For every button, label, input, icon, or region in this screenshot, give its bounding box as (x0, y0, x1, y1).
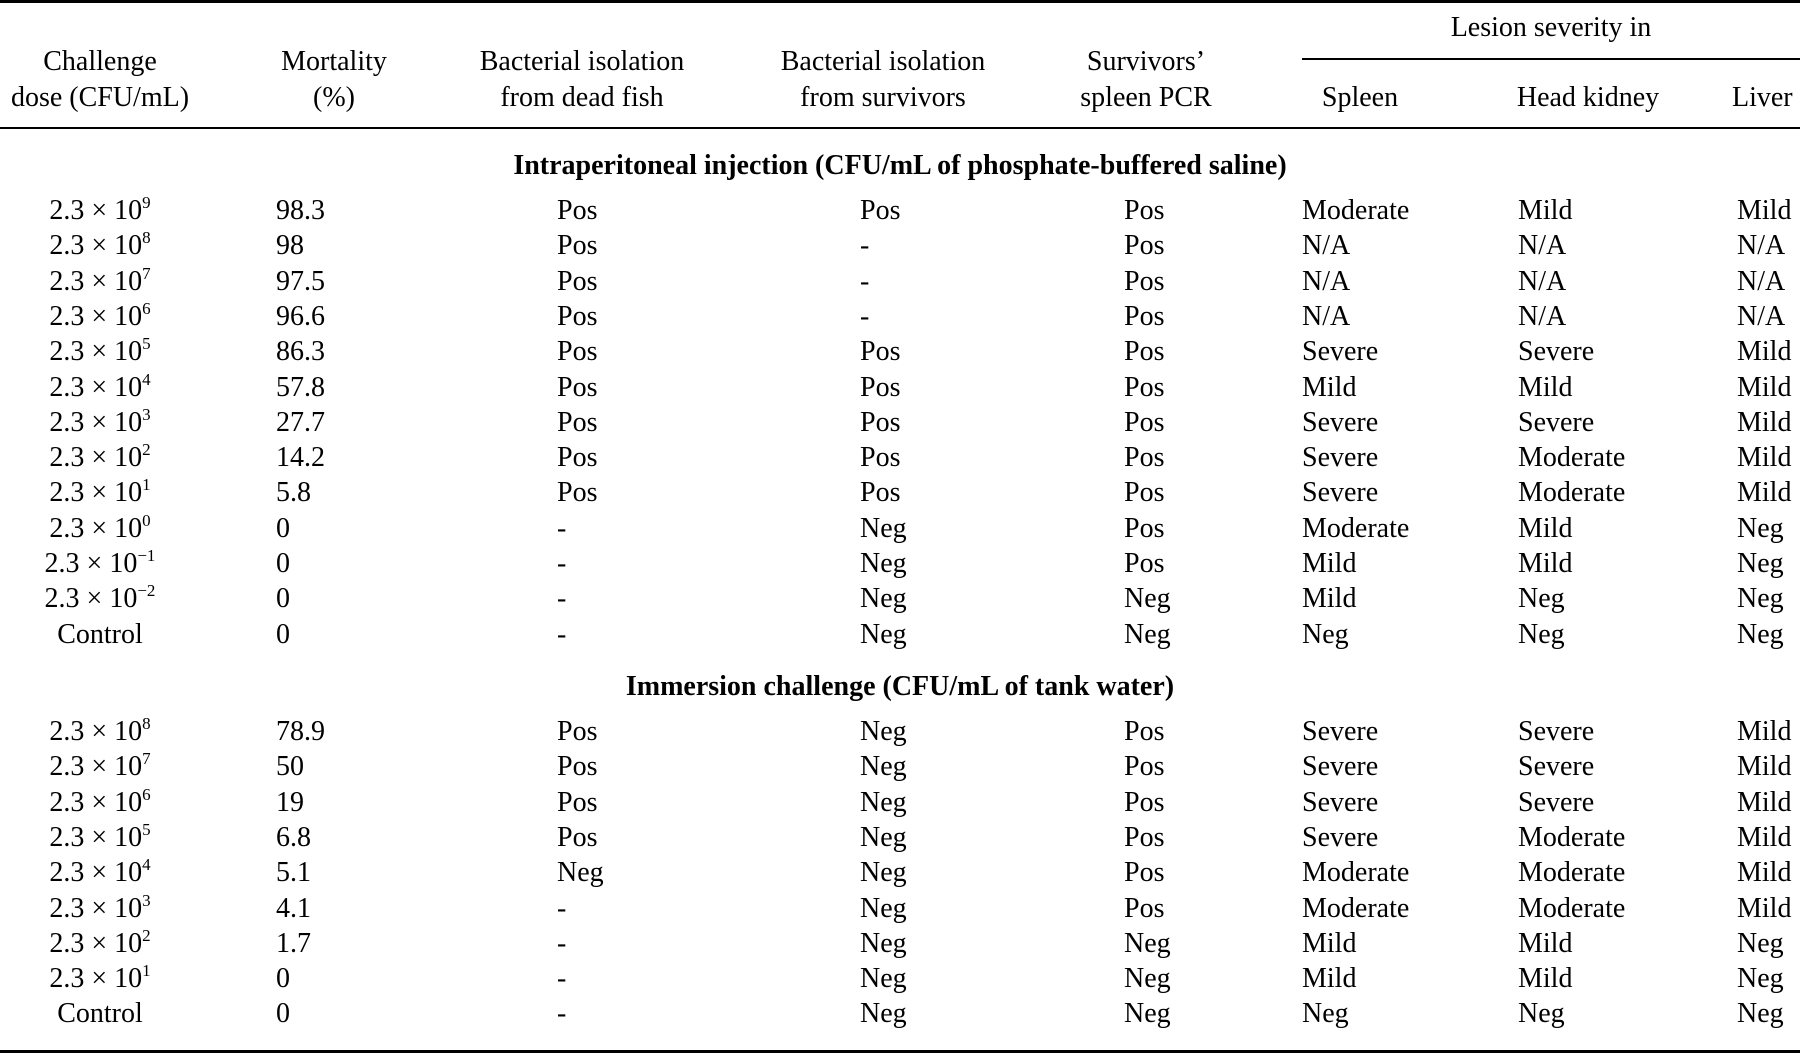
mortality-cell: 98.3 (276, 195, 325, 226)
dose-base: 2.3 × 10 (49, 716, 143, 747)
dose-base: 2.3 × 10 (49, 928, 143, 959)
mortality-cell: 0 (276, 619, 290, 650)
pcr-cell: Neg (1124, 583, 1171, 614)
pcr-cell: Pos (1124, 751, 1165, 782)
spleen-cell: Severe (1302, 336, 1379, 367)
head-kidney-cell: Severe (1518, 336, 1595, 367)
liver-cell: Neg (1737, 548, 1784, 579)
header-pcr-line2: spleen PCR (1080, 82, 1212, 113)
mortality-cell: 0 (276, 548, 290, 579)
liver-cell: Mild (1737, 442, 1792, 473)
head-kidney-cell: Severe (1518, 751, 1595, 782)
header-dose-line2: dose (CFU/mL) (10, 82, 190, 113)
dose-cell (0, 619, 200, 651)
spleen-cell: Severe (1302, 407, 1379, 438)
mortality-cell: 50 (276, 751, 304, 782)
spleen-cell: Moderate (1302, 893, 1410, 924)
head-kidney-cell: Mild (1518, 513, 1573, 544)
header-head-kidney: Head kidney (1516, 82, 1660, 113)
surv-isolation-cell: Neg (860, 963, 907, 994)
header-lesion-group: Lesion severity in (1450, 12, 1652, 43)
head-kidney-cell: N/A (1518, 301, 1567, 332)
head-kidney-cell: Moderate (1518, 442, 1626, 473)
dead-isolation-cell: Pos (557, 336, 598, 367)
dead-isolation-cell: - (557, 583, 567, 614)
surv-isolation-cell: Neg (860, 857, 907, 888)
dead-isolation-cell: Pos (557, 822, 598, 853)
dose-base: 2.3 × 10 (49, 407, 143, 438)
dead-isolation-cell: Pos (557, 372, 598, 403)
dose-cell (0, 928, 200, 960)
spleen-cell: Mild (1302, 963, 1357, 994)
mortality-cell: 86.3 (276, 336, 325, 367)
dose-exponent: 3 (142, 405, 151, 424)
spleen-cell: Moderate (1302, 513, 1410, 544)
table-bottom-rule (0, 1050, 1800, 1053)
dose-cell (0, 195, 200, 227)
pcr-cell: Pos (1124, 372, 1165, 403)
dose-base: 2.3 × 10 (44, 548, 138, 579)
head-kidney-cell: Severe (1518, 716, 1595, 747)
spleen-cell: Severe (1302, 751, 1379, 782)
header-dead-isolation-line2: from dead fish (500, 82, 664, 113)
dose-base: 2.3 × 10 (49, 266, 143, 297)
pcr-cell: Neg (1124, 963, 1171, 994)
pcr-cell: Pos (1124, 336, 1165, 367)
dose-cell (0, 548, 200, 580)
surv-isolation-cell: Pos (860, 442, 901, 473)
dose-cell (0, 857, 200, 889)
spleen-cell: Severe (1302, 822, 1379, 853)
pcr-cell: Pos (1124, 477, 1165, 508)
head-kidney-cell: N/A (1518, 266, 1567, 297)
dose-exponent: 2 (142, 926, 151, 945)
dead-isolation-cell: - (557, 893, 567, 924)
dead-isolation-cell: - (557, 548, 567, 579)
mortality-cell: 1.7 (276, 928, 311, 959)
liver-cell: N/A (1737, 266, 1786, 297)
mortality-cell: 19 (276, 787, 304, 818)
pcr-cell: Pos (1124, 787, 1165, 818)
surv-isolation-cell: Neg (860, 751, 907, 782)
dose-cell (0, 716, 200, 748)
dose-base: 2.3 × 10 (49, 857, 143, 888)
dose-cell (0, 230, 200, 262)
pcr-cell: Pos (1124, 548, 1165, 579)
spleen-cell: N/A (1302, 266, 1351, 297)
dose-base: 2.3 × 10 (49, 513, 143, 544)
pcr-cell: Pos (1124, 513, 1165, 544)
dose-exponent: 5 (142, 334, 151, 353)
mortality-cell: 78.9 (276, 716, 325, 747)
surv-isolation-cell: Neg (860, 998, 907, 1029)
mortality-cell: 0 (276, 513, 290, 544)
section-title: Immersion challenge (CFU/mL of tank water) (625, 671, 1175, 702)
liver-cell: Neg (1737, 619, 1784, 650)
mortality-cell: 4.1 (276, 893, 311, 924)
dose-cell (0, 822, 200, 854)
surv-isolation-cell: Pos (860, 407, 901, 438)
dose-cell (0, 407, 200, 439)
header-pcr-line1: Survivors’ (1086, 46, 1206, 77)
liver-cell: Mild (1737, 407, 1792, 438)
pcr-cell: Neg (1124, 928, 1171, 959)
head-kidney-cell: Moderate (1518, 822, 1626, 853)
surv-isolation-cell: Neg (860, 893, 907, 924)
spleen-cell: Mild (1302, 583, 1357, 614)
head-kidney-cell: Severe (1518, 407, 1595, 438)
dose-exponent: 8 (142, 714, 151, 733)
header-dose-line1: Challenge (43, 46, 157, 77)
dose-exponent: 4 (142, 370, 151, 389)
head-kidney-cell: Mild (1518, 548, 1573, 579)
pcr-cell: Pos (1124, 266, 1165, 297)
head-kidney-cell: Moderate (1518, 857, 1626, 888)
dose-exponent: 2 (142, 440, 151, 459)
dose-exponent: −2 (137, 581, 156, 600)
spleen-cell: Severe (1302, 716, 1379, 747)
spleen-cell: Moderate (1302, 195, 1410, 226)
dose-cell (0, 477, 200, 509)
head-kidney-cell: Neg (1518, 998, 1565, 1029)
liver-cell: Neg (1737, 963, 1784, 994)
surv-isolation-cell: Neg (860, 716, 907, 747)
mortality-cell: 14.2 (276, 442, 325, 473)
header-surv-isolation-line1: Bacterial isolation (780, 46, 986, 77)
spleen-cell: Severe (1302, 442, 1379, 473)
dead-isolation-cell: Pos (557, 716, 598, 747)
dose-exponent: 5 (142, 820, 151, 839)
liver-cell: Neg (1737, 513, 1784, 544)
mortality-cell: 5.8 (276, 477, 311, 508)
header-pcr (1056, 44, 1236, 116)
section-title: Intraperitoneal injection (CFU/mL of phosphate-buffered saline) (513, 150, 1287, 181)
dose-cell (0, 336, 200, 368)
liver-cell: Mild (1737, 893, 1792, 924)
spleen-cell: Neg (1302, 998, 1349, 1029)
dose-base: Control (57, 998, 143, 1029)
spleen-cell: Neg (1302, 619, 1349, 650)
pcr-cell: Pos (1124, 407, 1165, 438)
header-surv-isolation-line2: from survivors (800, 82, 966, 113)
surv-isolation-cell: Neg (860, 928, 907, 959)
dose-exponent: 1 (142, 961, 151, 980)
dead-isolation-cell: Pos (557, 266, 598, 297)
dose-cell (0, 513, 200, 545)
dose-cell (0, 998, 200, 1030)
surv-isolation-cell: Neg (860, 822, 907, 853)
header-dead-isolation-line1: Bacterial isolation (479, 46, 685, 77)
dose-exponent: 9 (142, 193, 151, 212)
surv-isolation-cell: - (860, 230, 870, 261)
dose-base: 2.3 × 10 (49, 230, 143, 261)
surv-isolation-cell: - (860, 301, 870, 332)
pcr-cell: Pos (1124, 230, 1165, 261)
header-liver: Liver (1732, 82, 1793, 113)
dose-base: 2.3 × 10 (49, 372, 143, 403)
dose-base: 2.3 × 10 (49, 336, 143, 367)
header-mortality-line1: Mortality (281, 46, 387, 77)
mortality-cell: 0 (276, 583, 290, 614)
dose-cell (0, 787, 200, 819)
dead-isolation-cell: - (557, 513, 567, 544)
dead-isolation-cell: Pos (557, 787, 598, 818)
pcr-cell: Pos (1124, 716, 1165, 747)
dead-isolation-cell: Neg (557, 857, 604, 888)
dose-exponent: 1 (142, 475, 151, 494)
mortality-cell: 0 (276, 998, 290, 1029)
surv-isolation-cell: Pos (860, 336, 901, 367)
mortality-cell: 97.5 (276, 266, 325, 297)
dose-exponent: 8 (142, 228, 151, 247)
mortality-cell: 6.8 (276, 822, 311, 853)
header-dead-isolation (452, 44, 712, 116)
lesion-group-rule (1302, 58, 1800, 60)
head-kidney-cell: Mild (1518, 195, 1573, 226)
liver-cell: Mild (1737, 751, 1792, 782)
pcr-cell: Pos (1124, 857, 1165, 888)
dose-cell (0, 751, 200, 783)
spleen-cell: N/A (1302, 230, 1351, 261)
pcr-cell: Pos (1124, 442, 1165, 473)
dead-isolation-cell: Pos (557, 442, 598, 473)
table-top-rule (0, 0, 1800, 3)
header-dose (0, 44, 200, 116)
head-kidney-cell: Mild (1518, 963, 1573, 994)
dose-exponent: 7 (142, 749, 151, 768)
header-mortality (244, 44, 424, 116)
dose-base: 2.3 × 10 (49, 893, 143, 924)
dead-isolation-cell: - (557, 928, 567, 959)
surv-isolation-cell: Neg (860, 619, 907, 650)
dead-isolation-cell: - (557, 998, 567, 1029)
mortality-cell: 5.1 (276, 857, 311, 888)
liver-cell: Mild (1737, 787, 1792, 818)
surv-isolation-cell: Neg (860, 583, 907, 614)
dose-exponent: 0 (142, 511, 151, 530)
dose-base: 2.3 × 10 (49, 751, 143, 782)
liver-cell: N/A (1737, 230, 1786, 261)
surv-isolation-cell: - (860, 266, 870, 297)
dose-cell (0, 442, 200, 474)
dead-isolation-cell: - (557, 619, 567, 650)
head-kidney-cell: Severe (1518, 787, 1595, 818)
pcr-cell: Pos (1124, 195, 1165, 226)
dose-cell (0, 372, 200, 404)
dose-exponent: 3 (142, 891, 151, 910)
surv-isolation-cell: Pos (860, 195, 901, 226)
head-kidney-cell: Moderate (1518, 477, 1626, 508)
dead-isolation-cell: Pos (557, 751, 598, 782)
dose-base: 2.3 × 10 (49, 301, 143, 332)
liver-cell: Neg (1737, 928, 1784, 959)
pcr-cell: Neg (1124, 619, 1171, 650)
head-kidney-cell: Mild (1518, 372, 1573, 403)
mortality-cell: 98 (276, 230, 304, 261)
header-mortality-line2: (%) (313, 82, 355, 113)
liver-cell: Mild (1737, 372, 1792, 403)
dose-cell (0, 583, 200, 615)
liver-cell: N/A (1737, 301, 1786, 332)
spleen-cell: Mild (1302, 548, 1357, 579)
mortality-cell: 0 (276, 963, 290, 994)
dose-base: 2.3 × 10 (49, 195, 143, 226)
mortality-cell: 27.7 (276, 407, 325, 438)
mortality-cell: 57.8 (276, 372, 325, 403)
head-kidney-cell: N/A (1518, 230, 1567, 261)
dose-base: 2.3 × 10 (44, 583, 138, 614)
dead-isolation-cell: Pos (557, 195, 598, 226)
dose-exponent: 6 (142, 785, 151, 804)
spleen-cell: Mild (1302, 372, 1357, 403)
liver-cell: Mild (1737, 336, 1792, 367)
dose-cell (0, 893, 200, 925)
dose-cell (0, 266, 200, 298)
pcr-cell: Pos (1124, 301, 1165, 332)
surv-isolation-cell: Pos (860, 372, 901, 403)
liver-cell: Mild (1737, 195, 1792, 226)
liver-cell: Neg (1737, 583, 1784, 614)
surv-isolation-cell: Neg (860, 548, 907, 579)
surv-isolation-cell: Neg (860, 513, 907, 544)
dose-base: Control (57, 619, 143, 650)
dead-isolation-cell: Pos (557, 407, 598, 438)
pcr-cell: Neg (1124, 998, 1171, 1029)
pcr-cell: Pos (1124, 822, 1165, 853)
dose-exponent: 6 (142, 299, 151, 318)
head-kidney-cell: Neg (1518, 619, 1565, 650)
liver-cell: Mild (1737, 716, 1792, 747)
head-kidney-cell: Moderate (1518, 893, 1626, 924)
dead-isolation-cell: Pos (557, 230, 598, 261)
dose-base: 2.3 × 10 (49, 822, 143, 853)
dose-cell (0, 301, 200, 333)
liver-cell: Neg (1737, 998, 1784, 1029)
dose-base: 2.3 × 10 (49, 787, 143, 818)
spleen-cell: Severe (1302, 477, 1379, 508)
spleen-cell: Moderate (1302, 857, 1410, 888)
liver-cell: Mild (1737, 822, 1792, 853)
liver-cell: Mild (1737, 477, 1792, 508)
dose-exponent: 4 (142, 855, 151, 874)
head-kidney-cell: Neg (1518, 583, 1565, 614)
dead-isolation-cell: - (557, 963, 567, 994)
pcr-cell: Pos (1124, 893, 1165, 924)
head-kidney-cell: Mild (1518, 928, 1573, 959)
dose-exponent: −1 (137, 546, 156, 565)
dead-isolation-cell: Pos (557, 477, 598, 508)
header-spleen: Spleen (1321, 82, 1399, 113)
dose-exponent: 7 (142, 264, 151, 283)
liver-cell: Mild (1737, 857, 1792, 888)
dead-isolation-cell: Pos (557, 301, 598, 332)
spleen-cell: Mild (1302, 928, 1357, 959)
header-surv-isolation (753, 44, 1013, 116)
dose-cell (0, 963, 200, 995)
header-bottom-rule (0, 127, 1800, 129)
spleen-cell: Severe (1302, 787, 1379, 818)
surv-isolation-cell: Pos (860, 477, 901, 508)
dose-base: 2.3 × 10 (49, 963, 143, 994)
mortality-cell: 96.6 (276, 301, 325, 332)
spleen-cell: N/A (1302, 301, 1351, 332)
surv-isolation-cell: Neg (860, 787, 907, 818)
dose-base: 2.3 × 10 (49, 477, 143, 508)
dose-base: 2.3 × 10 (49, 442, 143, 473)
